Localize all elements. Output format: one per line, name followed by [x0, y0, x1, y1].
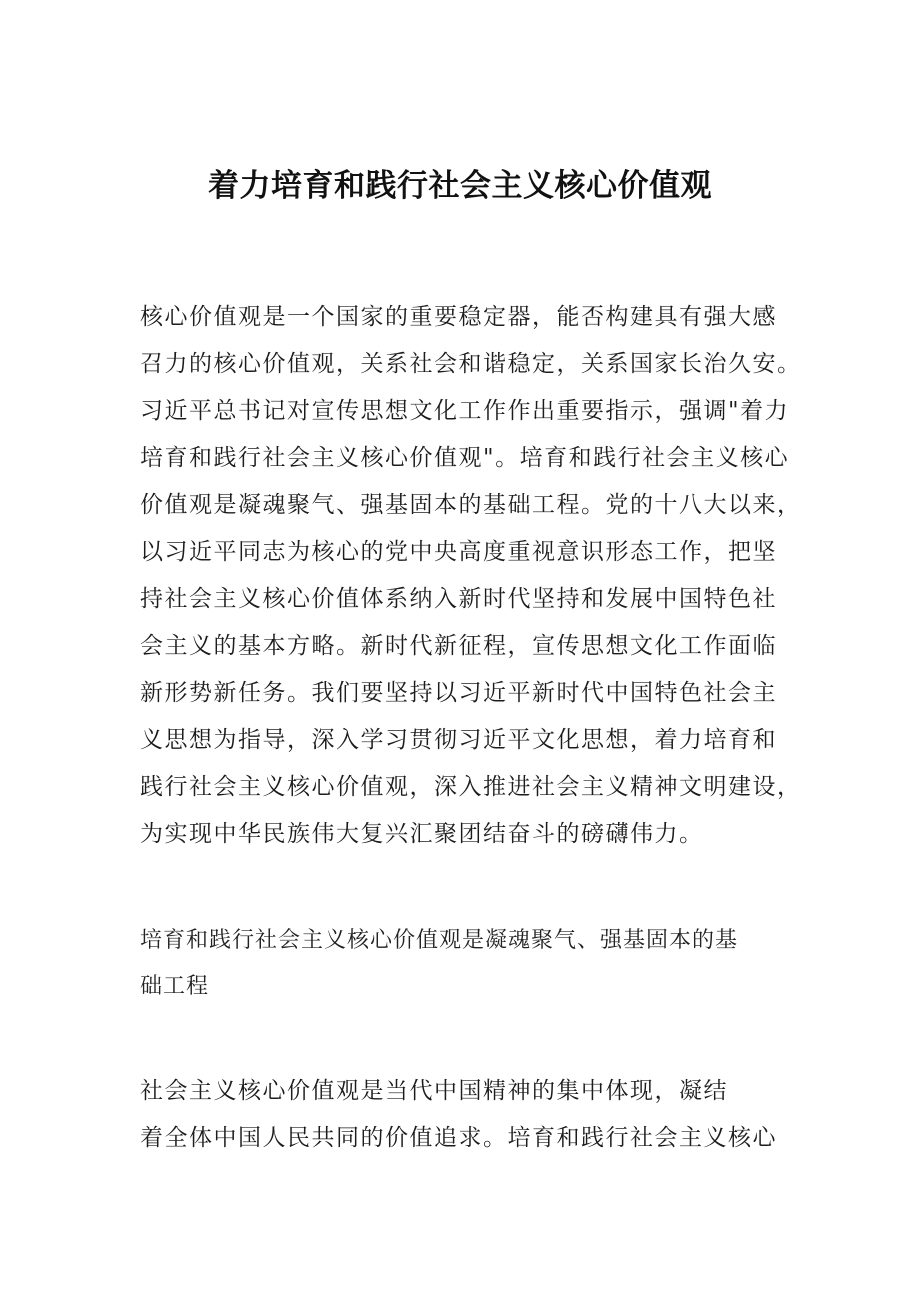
paragraph-1-line-10: 义思想为指导，深入学习贯彻习近平文化思想，着力培育和 — [140, 727, 777, 753]
paragraph-1-line-5: 价值观是凝魂聚气、强基固本的基础工程。党的十八大以来， — [140, 492, 802, 518]
paragraph-1-line-9: 新形势新任务。我们要坚持以习近平新时代中国特色社会主 — [140, 680, 777, 706]
paragraph-1-line-2: 召力的核心价值观，关系社会和谐稳定，关系国家长治久安。 — [140, 351, 802, 377]
document-title: 着力培育和践行社会主义核心价值观 — [208, 168, 712, 204]
section-heading-line-1: 培育和践行社会主义核心价值观是凝魂聚气、强基固本的基 — [140, 928, 739, 953]
paragraph-1-line-1: 核心价值观是一个国家的重要稳定器，能否构建具有强大感 — [140, 304, 777, 330]
paragraph-1-line-8: 会主义的基本方略。新时代新征程，宣传思想文化工作面临 — [140, 633, 777, 659]
paragraph-1-line-7: 持社会主义核心价值体系纳入新时代坚持和发展中国特色社 — [140, 586, 777, 612]
paragraph-1-line-6: 以习近平同志为核心的党中央高度重视意识形态工作，把坚 — [140, 539, 777, 565]
paragraph-1-line-11: 践行社会主义核心价值观，深入推进社会主义精神文明建设， — [140, 774, 802, 800]
paragraph-1-line-12: 为实现中华民族伟大复兴汇聚团结奋斗的磅礴伟力。 — [140, 821, 704, 847]
paragraph-1-line-3: 习近平总书记对宣传思想文化工作作出重要指示，强调"着力 — [140, 398, 790, 424]
paragraph-2-line-2: 着全体中国人民共同的价值追求。培育和践行社会主义核心 — [140, 1125, 777, 1151]
paragraph-1-line-4: 培育和践行社会主义核心价值观"。培育和践行社会主义核心 — [140, 445, 790, 471]
paragraph-2-line-1: 社会主义核心价值观是当代中国精神的集中体现，凝结 — [140, 1078, 728, 1104]
section-heading-line-2: 础工程 — [140, 974, 210, 999]
